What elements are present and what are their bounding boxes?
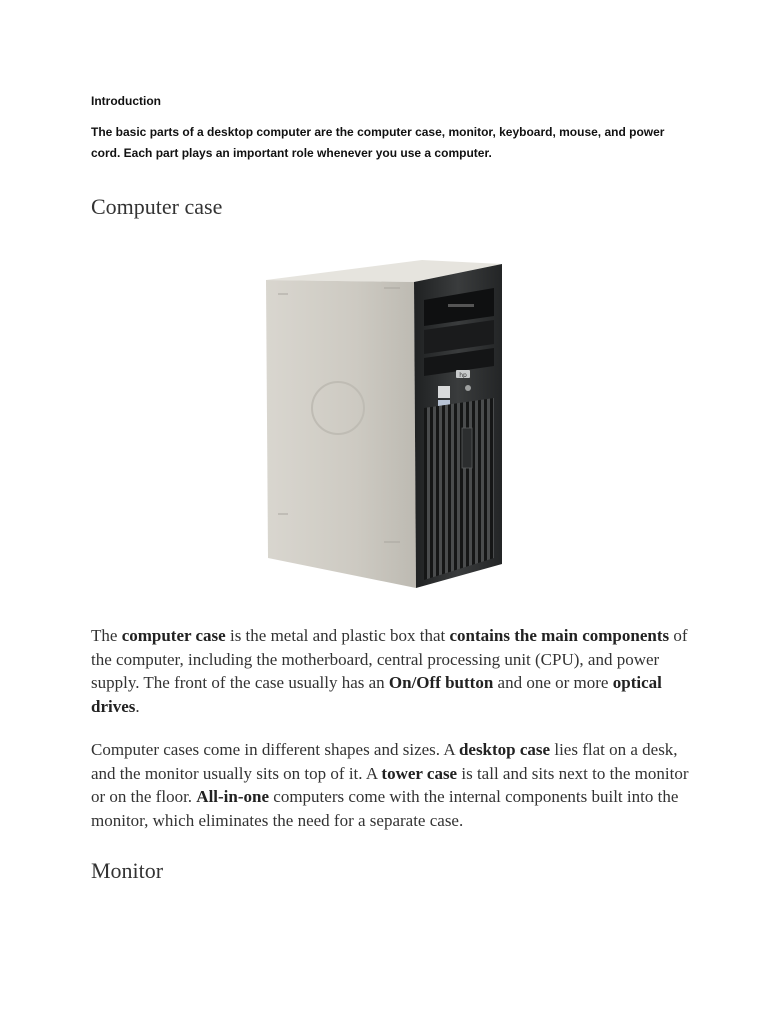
p2-text-3: is tall and sits next to the monitor or on the floor. — [91, 763, 689, 806]
p2-text-2: lies flat on a desk, and the monitor usually sits on top of it. A — [91, 740, 678, 783]
power-button-icon — [465, 385, 471, 391]
computer-case-image — [262, 258, 504, 592]
p1-text-5: . — [135, 696, 140, 716]
intro-text: The basic parts of a desktop computer are the computer case, monitor, keyboard, mouse, and power cord. Each part plays an important role whenever you use a computer. — [91, 125, 665, 160]
p2-text-1: Computer cases come in different shapes and sizes. A — [91, 740, 459, 759]
p1-bold-contains: contains the main components — [449, 626, 670, 645]
p1-text-2: is the metal and plastic box that — [225, 626, 450, 645]
sticker-1 — [438, 386, 450, 398]
monitor-heading: Monitor — [91, 858, 164, 883]
p1-text-4: and one or more — [493, 673, 613, 692]
p2-bold-tower: tower case — [381, 763, 458, 783]
p1-bold-computer-case: computer case — [121, 626, 226, 645]
computer-case-paragraph — [91, 624, 691, 718]
front-ports — [462, 428, 472, 468]
p2-text-4: computers come with the internal components built into the monitor, which eliminates the need for a separate case. — [91, 787, 679, 830]
computer-case-heading: Computer case — [91, 194, 223, 219]
p1-bold-onoff: On/Off button — [388, 673, 494, 692]
p2-bold-allinone: All-in-one — [196, 787, 270, 806]
p2-bold-desktop: desktop case — [458, 740, 551, 759]
hp-badge-text: hp — [459, 372, 467, 379]
case-types-paragraph — [91, 738, 691, 832]
computer-tower-illustration — [262, 258, 504, 592]
p1-text-3: of the computer, including the motherboard, central processing unit (CPU), and power supply. The front of the case usually has an — [91, 626, 688, 692]
front-vent-grille — [424, 398, 494, 580]
p1-text-1: The — [91, 626, 122, 645]
intro-heading: Introduction — [91, 94, 161, 108]
p1-bold-optical: optical drives — [91, 673, 662, 716]
